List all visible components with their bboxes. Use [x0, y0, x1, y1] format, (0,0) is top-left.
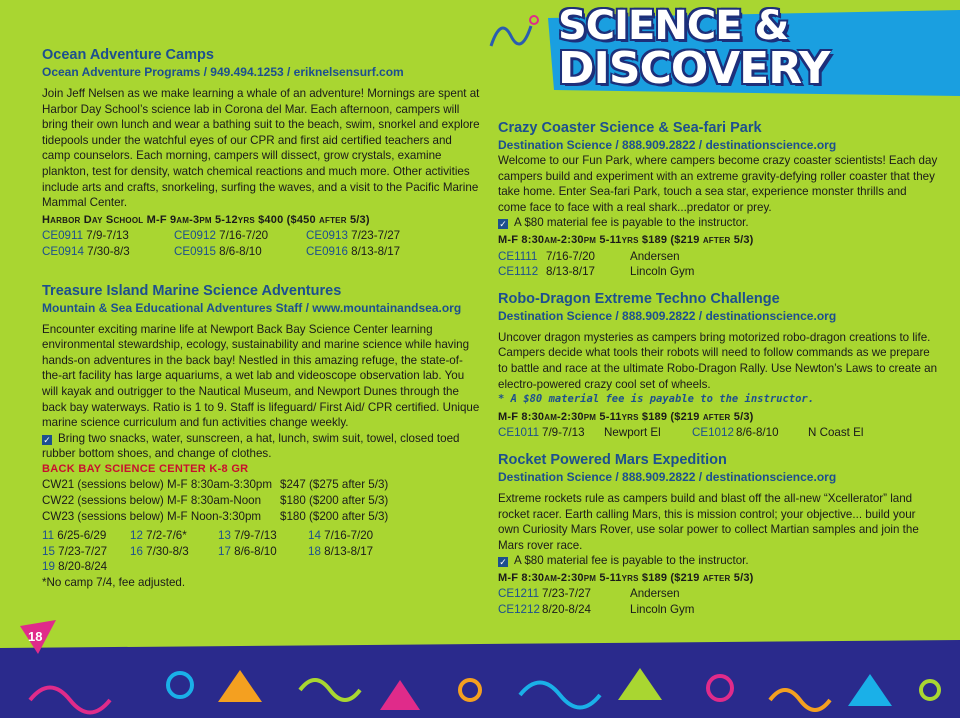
- course-code: CE0914: [42, 244, 84, 258]
- course-dates: 7/9-7/13: [542, 426, 585, 440]
- ocean-camp-schedule: Harbor Day School M-F 9am-3pm 5-12yrs $400 ($450 after 5/3): [42, 213, 370, 226]
- course-code-item: [174, 244, 306, 260]
- course-code-item: [306, 228, 438, 244]
- treasure-island-description: Encounter exciting marine life at Newport Back Bay Science Center learning environmental stewardship, ecology, sustainability and marine science while having hands-on adventures in the back bay! Nestled in this amazing refuge, the state-of-the-art facility has large aquariums, a wet lab and videoscope observation lab. You will kayak and outrigger to the Nautical Museum, and Newport Dunes through the back bay waterways. Ratio is 1 to 9. Staff is lifeguard/ First Aid/ CPR certified. Unique marine science curriculum and fun activities change weekly.: [42, 322, 480, 430]
- coaster-subtitle: Destination Science / 888.909.2822 / destinationscience.org: [498, 138, 837, 152]
- rocket-fee: [498, 553, 938, 569]
- location-heading: BACK BAY SCIENCE CENTER K-8 GR: [42, 462, 249, 475]
- week-dates: 7/23-7/27: [58, 544, 108, 558]
- session-left: CW23 (sessions below) M-F Noon-3:30pm: [42, 509, 262, 523]
- treasure-island-title: Treasure Island Marine Science Adventures: [42, 282, 342, 299]
- week-dates: 6/25-6/29: [57, 529, 107, 543]
- course-dates: 7/30-8/3: [87, 244, 130, 258]
- course-code: CE1211: [498, 587, 540, 601]
- ocean-camp-subtitle: Ocean Adventure Programs / 949.494.1253 / eriknelsensurf.com: [42, 65, 404, 79]
- page-number-badge: [20, 620, 56, 656]
- ocean-camp-title: Ocean Adventure Camps: [42, 47, 214, 63]
- robo-schedule: M-F 8:30am-2:30pm 5-11yrs $189 ($219 after 5/3): [498, 410, 754, 423]
- course-dates: 7/23-7/27: [351, 229, 401, 243]
- course-code-item: [174, 228, 306, 244]
- week-item: [42, 559, 130, 575]
- week-num: 17: [218, 544, 231, 558]
- rocket-schedule: M-F 8:30am-2:30pm 5-11yrs $189 ($219 after 5/3): [498, 571, 754, 584]
- course-code: CE0916: [306, 244, 348, 258]
- week-num: 15: [42, 544, 55, 558]
- course-dates: 8/6-8/10: [219, 244, 262, 258]
- checkbox-icon: ✓: [499, 557, 507, 568]
- course-code: CE1112: [498, 265, 539, 279]
- squiggle-decoration-icon: [486, 6, 546, 56]
- course-dates: 7/16-7/20: [546, 249, 595, 263]
- ocean-camp-description: Join Jeff Nelsen as we make learning a whale of an adventure! Mornings are spent at Harbor Day School’s science lab in Corona del Mar. Each afternoon, campers will bring their own lunch and wear a bathing suit to the beach, swim, snorkel and explore tidepools under the watchful eyes of our CPR and first aid certified teachers and camp counselors. Each morning, campers will dissect, grow crystals, examine plankton, test for density, watch chemical reactions and much more. Other activities include arts and crafts, snorkeling, surfing the waves, and a visit to the Pacific Marine Mammal Center.: [42, 87, 480, 210]
- coaster-schedule: M-F 8:30am-2:30pm 5-11yrs $189 ($219 after 5/3): [498, 233, 754, 246]
- robo-title: Robo-Dragon Extreme Techno Challenge: [498, 290, 780, 307]
- week-item: [308, 544, 398, 560]
- course-code: CE0911: [42, 229, 84, 243]
- course-code: CE1011: [498, 426, 540, 440]
- course-dates: 8/13-8/17: [546, 265, 595, 279]
- week-item: [130, 528, 218, 544]
- course-dates: 8/20-8/24: [542, 603, 591, 617]
- weeks-table: [42, 528, 480, 575]
- course-dates: 8/13-8/17: [351, 244, 401, 258]
- course-dates: 7/16-7/20: [219, 229, 269, 243]
- course-code: CE1212: [498, 603, 540, 617]
- rocket-table: [498, 586, 938, 617]
- week-item: [308, 528, 398, 544]
- week-num: 16: [130, 544, 143, 558]
- rocket-title: Rocket Powered Mars Expedition: [498, 451, 727, 468]
- week-dates: 8/13-8/17: [324, 544, 374, 558]
- week-dates: 7/2-7/6*: [146, 529, 187, 543]
- decorative-footer-band: [0, 630, 960, 718]
- week-item: [42, 528, 130, 544]
- course-location: Andersen: [630, 249, 680, 263]
- banner-line-2: DISCOVERY: [558, 43, 830, 94]
- week-num: 12: [130, 529, 143, 543]
- course-code: CE0913: [306, 229, 348, 243]
- treasure-island-subtitle: Mountain & Sea Educational Adventures Staff / www.mountainandsea.org: [42, 300, 462, 315]
- fee-text: A $80 material fee is payable to the instructor.: [514, 216, 749, 230]
- session-right: $247 ($275 after 5/3): [280, 478, 389, 492]
- rocket-description: Extreme rockets rule as campers build and blast off the all-new “Xcellerator” land rocket racer. Earth calling Mars, this is mission control; your objective... build your own Curiosity Mars Rover, use solar power to collect Martian samples and join the Mars rover race.: [498, 491, 919, 552]
- week-dates: 7/9-7/13: [234, 529, 277, 543]
- course-code: CE1111: [498, 249, 538, 263]
- session-left: CW22 (sessions below) M-F 8:30am-Noon: [42, 494, 262, 508]
- week-num: 18: [308, 544, 321, 558]
- week-dates: 8/20-8/24: [58, 560, 108, 574]
- coaster-description: Welcome to our Fun Park, where campers become crazy coaster scientists! Each day campers build and experiment with an extreme gravity-defying roller coaster that they take home. Enter Sea-fari Park, touch a sea star, experience monster thrills and come face to face with a real shark...predator or prey.: [498, 154, 938, 214]
- footnote: *No camp 7/4, fee adjusted.: [42, 576, 186, 590]
- week-dates: 7/30-8/3: [146, 544, 189, 558]
- ocean-camp-codes: [42, 228, 480, 259]
- course-code-item: [42, 228, 174, 244]
- course-dates: 7/9-7/13: [86, 229, 129, 243]
- sessions-table: [42, 477, 480, 524]
- bring-note-text: Bring two snacks, water, sunscreen, a hat, lunch, swim suit, towel, closed toed rubber bottom shoes, and change of clothes.: [42, 431, 460, 461]
- page-number: 18: [28, 629, 43, 644]
- course-code: CE0912: [174, 229, 216, 243]
- banner-title: [558, 3, 830, 94]
- week-num: 19: [42, 560, 55, 574]
- week-num: 11: [42, 529, 55, 543]
- robo-table: [498, 425, 938, 441]
- checkbox-icon: ✓: [43, 434, 51, 445]
- coaster-fee: [498, 215, 938, 231]
- rocket-subtitle: Destination Science / 888.909.2822 / destinationscience.org: [498, 469, 837, 484]
- week-num: 13: [218, 529, 231, 543]
- course-dates: 7/23-7/27: [542, 587, 591, 601]
- checkbox-icon: ✓: [499, 219, 507, 230]
- week-num: 14: [308, 529, 321, 543]
- course-location: Newport El: [604, 426, 661, 440]
- coaster-title: Crazy Coaster Science & Sea-fari Park: [498, 120, 762, 136]
- banner-line-1: SCIENCE &: [558, 3, 789, 49]
- week-item: [42, 544, 130, 560]
- week-item: [130, 544, 218, 560]
- course-code-item: [42, 244, 174, 260]
- fee-text: A $80 material fee is payable to the instructor.: [514, 554, 749, 568]
- session-right: $180 ($200 after 5/3): [280, 509, 389, 523]
- treasure-island-bring-note: [42, 431, 480, 462]
- course-location: Andersen: [630, 587, 680, 601]
- robo-subtitle: Destination Science / 888.909.2822 / destinationscience.org: [498, 308, 837, 323]
- course-code: CE1012: [692, 426, 734, 440]
- week-item: [218, 544, 308, 560]
- coaster-table: [498, 249, 938, 280]
- week-item: [218, 528, 308, 544]
- left-column: [42, 46, 480, 591]
- course-location: Lincoln Gym: [630, 603, 695, 617]
- section-banner: [548, 3, 960, 98]
- course-code: CE0915: [174, 244, 216, 258]
- week-dates: 8/6-8/10: [234, 544, 277, 558]
- course-location: N Coast El: [808, 426, 864, 440]
- session-left: CW21 (sessions below) M-F 8:30am-3:30pm: [42, 478, 273, 492]
- session-right: $180 ($200 after 5/3): [280, 494, 389, 508]
- robo-description: Uncover dragon mysteries as campers bring motorized robo-dragon creations to life. Campers decide what tools their robots will need to follow commands as we prepare to battle and race at the ultimate Robo-Dragon Rally. Use Newton’s Laws to create an electro-powered crazy cool set of wheels.: [498, 330, 938, 391]
- right-column: [498, 119, 938, 618]
- course-dates: 8/6-8/10: [736, 426, 779, 440]
- robo-fee: * A $80 material fee is payable to the instructor.: [498, 393, 815, 406]
- course-code-item: [306, 244, 438, 260]
- week-dates: 7/16-7/20: [324, 529, 374, 543]
- course-location: Lincoln Gym: [630, 265, 695, 279]
